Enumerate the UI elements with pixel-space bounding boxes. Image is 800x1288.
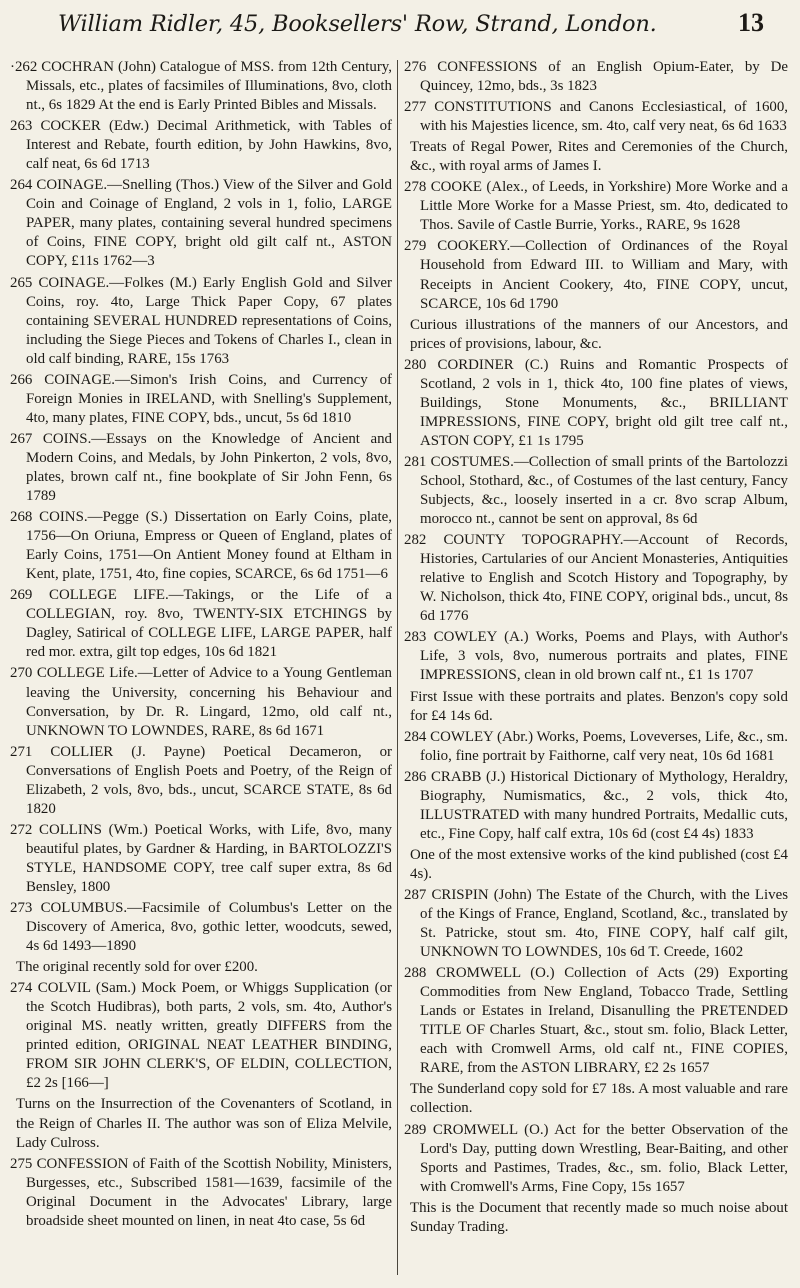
catalogue-entry: 284 COWLEY (Abr.) Works, Poems, Loveverses, Life, &c., sm. folio, fine portrait by Faithorne, calf very neat, 10s 6d 1681 bbox=[404, 728, 788, 764]
catalogue-entry: 268 COINS.—Pegge (S.) Dissertation on Early Coins, plate, 1756—On Oriuna, Empress or Queen of England, plates of Early Coins, 1751—On Antient Money found at Eltham in Kent, plate, 1751, 4to, fine copies, SCARCE, 6s 6d 1751—6 bbox=[10, 509, 392, 583]
catalogue-note: One of the most extensive works of the kind published (cost £4 4s). bbox=[410, 846, 788, 882]
catalogue-entry: 277 CONSTITUTIONS and Canons Ecclesiastical, of 1600, with his Majesties licence, sm. 4to, calf very neat, 6s 6d 1633 bbox=[404, 99, 788, 135]
catalogue-entry: 274 COLVIL (Sam.) Mock Poem, or Whiggs Supplication (or the Scotch Hudibras), both parts, 2 vols, sm. 4to, Author's original MS. neatly written, greatly DIFFERS from the printed edition, ORIGINAL NEAT LEATHER BINDING, FROM SIR JOHN CLERK'S, OF ELDIN, COLLECTION, £2 2s [166—] bbox=[10, 980, 392, 1092]
catalogue-entry: 269 COLLEGE LIFE.—Takings, or the Life of a COLLEGIAN, roy. 8vo, TWENTY-SIX ETCHINGS by Dagley, Satirical of COLLEGE LIFE, LARGE PAPER, half red mor. extra, gilt top edges, 10s 6d 1821 bbox=[10, 587, 392, 661]
catalogue-entry: 265 COINAGE.—Folkes (M.) Early English Gold and Silver Coins, roy. 4to, Large Thick Paper Copy, 67 plates containing SEVERAL HUNDRED representations of Coins, including the Siege Pieces and Tokens of Charles I., clean in old calf binding, RARE, 15s 1763 bbox=[10, 274, 392, 367]
catalogue-entry: 272 COLLINS (Wm.) Poetical Works, with Life, 8vo, many beautiful plates, by Gardner & Harding, in BARTOLOZZI'S STYLE, HANDSOME COPY, tree calf super extra, 8s 6d Bensley, 1800 bbox=[10, 821, 392, 895]
catalogue-entry: 275 CONFESSION of Faith of the Scottish Nobility, Ministers, Burgesses, etc., Subscribed 1581—1639, facsimile of the Original Document in the Advocates' Library, large broadside sheet mounted on linen, in neat 4to case, 5s 6d bbox=[10, 1155, 392, 1229]
catalogue-note: The Sunderland copy sold for £7 18s. A most valuable and rare collection. bbox=[410, 1081, 788, 1117]
catalogue-note: Curious illustrations of the manners of our Ancestors, and prices of provisions, labour, &c. bbox=[410, 316, 788, 352]
bookseller-heading: William Ridler, 45, Booksellers' Row, Strand, London. bbox=[58, 11, 657, 37]
catalogue-entry: 267 COINS.—Essays on the Knowledge of Ancient and Modern Coins, and Medals, by John Pinkerton, 2 vols, 8vo, plates, brown calf nt., fine bookplate of Sir John Fenn, 6s 1789 bbox=[10, 430, 392, 505]
catalogue-entry: 287 CRISPIN (John) The Estate of the Church, with the Lives of the Kings of France, England, Scotland, &c., translated by St. Patricke, stout sm. 4to, FINE COPY, half calf gilt, UNKNOWN TO LOWNDES, 10s 6d T. Creede, 1602 bbox=[404, 886, 788, 961]
catalogue-entry: 283 COWLEY (A.) Works, Poems and Plays, with Author's Life, 3 vols, 8vo, numerous portraits and plates, FINE IMPRESSIONS, clean in old brown calf nt., £1 1s 1707 bbox=[404, 629, 788, 684]
catalogue-entry: 281 COSTUMES.—Collection of small prints of the Bartolozzi School, Stothard, &c., of Costumes of the last century, Fancy Subjects, &c., loosely inserted in a cr. 8vo scrap Album, morocco nt., cannot be sent on approval, 8s 6d bbox=[404, 453, 788, 528]
left-column bbox=[10, 58, 392, 1233]
catalogue-entry: 280 CORDINER (C.) Ruins and Romantic Prospects of Scotland, 2 vols in 1, thick 4to, 100 fine plates of views, Buildings, Stone Monuments, &c., BRILLIANT IMPRESSIONS, FINE COPY, bright old gilt tree calf nt., ASTON COPY, £1 1s 1795 bbox=[404, 356, 788, 449]
catalogue-entry: 271 COLLIER (J. Payne) Poetical Decameron, or Conversations of English Poets and Poetry, of the Reign of Elizabeth, 2 vols, 8vo, bds., uncut, SCARCE STATE, 8s 6d 1820 bbox=[10, 743, 392, 817]
catalogue-entry: 263 COCKER (Edw.) Decimal Arithmetick, with Tables of Interest and Rebate, fourth edition, by John Hawkins, 8vo, calf neat, 6s 6d 1713 bbox=[10, 118, 392, 173]
catalogue-note: First Issue with these portraits and plates. Benzon's copy sold for £4 14s 6d. bbox=[410, 688, 788, 724]
catalogue-note: The original recently sold for over £200. bbox=[16, 959, 258, 976]
catalogue-entry: 286 CRABB (J.) Historical Dictionary of Mythology, Heraldry, Biography, Numismatics, &c., 2 vols, thick 4to, ILLUSTRATED with many hundred Portraits, Medallic cuts, etc., Fine Copy, half calf extra, 10s 6d (cost £4 4s) 1833 bbox=[404, 768, 788, 842]
catalogue-entry: ·262 COCHRAN (John) Catalogue of MSS. from 12th Century, Missals, etc., plates of facsimiles of Illuminations, 8vo, cloth nt., 6s 1829 At the end is Early Printed Bibles and Missals. bbox=[10, 59, 392, 114]
catalogue-note: Turns on the Insurrection of the Covenanters of Scotland, in the Reign of Charles II. The author was son of Eliza Melvile, Lady Culross. bbox=[16, 1096, 392, 1151]
catalogue-entry: 288 CROMWELL (O.) Collection of Acts (29) Exporting Commodities from New England, Tobacco Trade, Settling Lands or Estates in Ireland, Disanulling the PRETENDED TITLE OF Charles Stuart, &c., stout sm. folio, Black Letter, each with Cromwell Arms, old calf nt., FINE COPIES, RARE, from the ASTON LIBRARY, £2 2s 1657 bbox=[404, 965, 788, 1077]
catalogue-entry: 276 CONFESSIONS of an English Opium-Eater, by De Quincey, 12mo, bds., 3s 1823 bbox=[404, 59, 788, 95]
catalogue-entry: 282 COUNTY TOPOGRAPHY.—Account of Records, Histories, Cartularies of our Ancient Monasteries, Antiquities relative to English and Scotch History and Topography, by W. Nicholson, thick 4to, FINE COPY, original bds., uncut, 8s 6d 1776 bbox=[404, 532, 788, 625]
catalogue-entry: 279 COOKERY.—Collection of Ordinances of the Royal Household from Edward III. to William and Mary, with Receipts in Ancient Cookery, 4to, FINE COPY, uncut, SCARCE, 10s 6d 1790 bbox=[404, 238, 788, 312]
catalogue-note: This is the Document that recently made so much noise about Sunday Trading. bbox=[410, 1199, 788, 1235]
page-header bbox=[58, 8, 770, 54]
right-column bbox=[404, 58, 788, 1239]
catalogue-entry: 289 CROMWELL (O.) Act for the better Observation of the Lord's Day, putting down Wrestling, Bear-Baiting, and other Sports and Pastimes, Trades, &c., sm. folio, Black Letter, with Cromwell's Arms, Fine Copy, 15s 1657 bbox=[404, 1121, 788, 1195]
catalogue-entry: 270 COLLEGE Life.—Letter of Advice to a Young Gentleman leaving the University, concerning his Behaviour and Conversation, by Dr. R. Lingard, 12mo, old calf nt., UNKNOWN TO LOWNDES, RARE, 8s 6d 1671 bbox=[10, 665, 392, 739]
catalogue-note: Treats of Regal Power, Rites and Ceremonies of the Church, &c., with royal arms of James I. bbox=[410, 139, 788, 175]
column-divider bbox=[397, 60, 398, 1275]
catalogue-entry: 273 COLUMBUS.—Facsimile of Columbus's Letter on the Discovery of America, 8vo, gothic letter, woodcuts, sewed, 4s 6d 1493—1890 bbox=[10, 900, 392, 955]
page-number: 13 bbox=[738, 8, 764, 37]
catalogue-entry: 264 COINAGE.—Snelling (Thos.) View of the Silver and Gold Coin and Coinage of England, 2 vols in 1, folio, LARGE PAPER, many plates, containing several hundred specimens of Coins, FINE COPY, bright old gilt calf nt., ASTON COPY, £11s 1762—3 bbox=[10, 177, 392, 270]
catalogue-entry: 278 COOKE (Alex., of Leeds, in Yorkshire) More Worke and a Little More Worke for a Masse Priest, sm. 4to, dedicated to Thos. Savile of Castle Burrie, Yorks., RARE, 9s 1628 bbox=[404, 179, 788, 234]
catalogue-entry: 266 COINAGE.—Simon's Irish Coins, and Currency of Foreign Monies in IRELAND, with Snelling's Supplement, 4to, many plates, FINE COPY, bds., uncut, 5s 6d 1810 bbox=[10, 371, 392, 426]
